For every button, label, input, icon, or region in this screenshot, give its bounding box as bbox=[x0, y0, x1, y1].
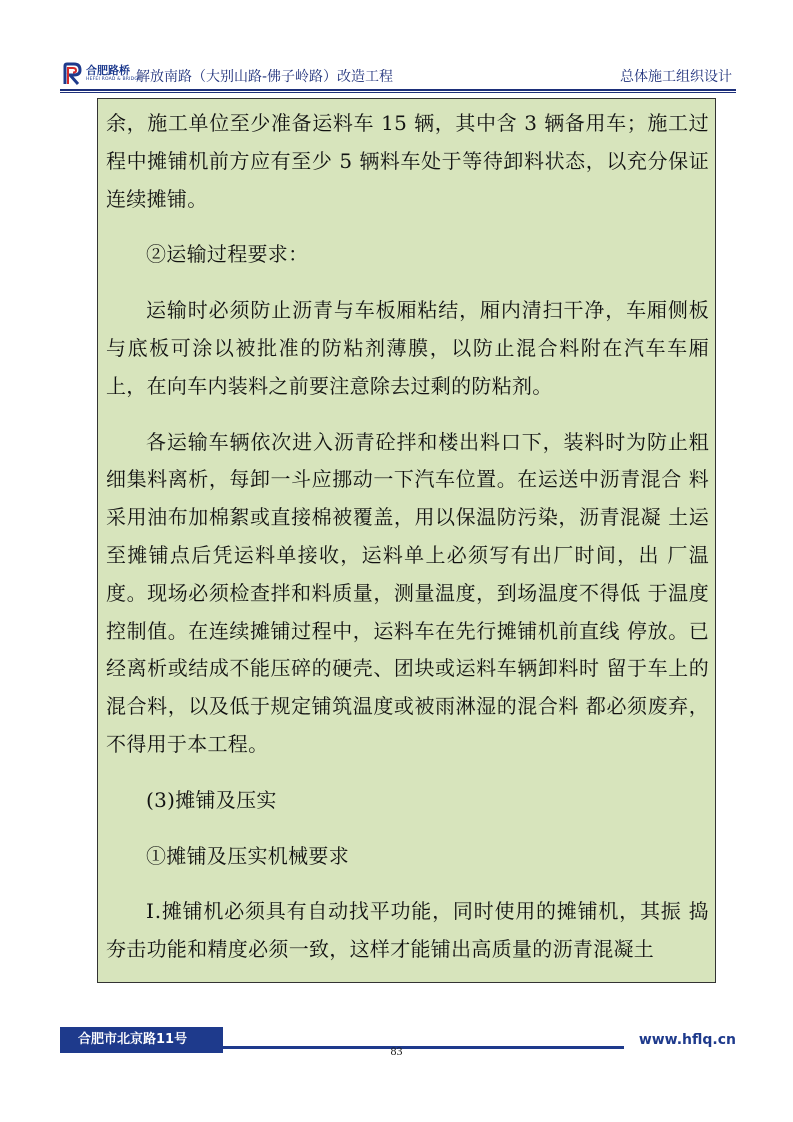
page-number: 83 bbox=[390, 1044, 403, 1058]
paragraph: Ⅰ.摊铺机必须具有自动找平功能，同时使用的摊铺机，其振 捣夯击功能和精度必须一致，这样才能铺出高质量的沥青混凝土 bbox=[106, 899, 709, 962]
paragraph: 各运输车辆依次进入沥青砼拌和楼出料口下，装料时为防止粗细集料离析，每卸一斗应挪动一下汽车位置。在运送中沥青混合 料采用油布加棉絮或直接棉被覆盖，用以保温防污染，沥青混凝 土运至摊铺点后凭运料单接收，运料单上必须写有出厂时间，出 厂温度。现场必须检查拌和料质量，测量温度，到场温度不得低 于温度控制值。在连续摊铺过程中，运料车在先行摊铺机前直线 停放。已经离析或结成不能压碎的硬壳、团块或运料车辆卸料时 留于车上的混合料，以及低于规定铺筑温度或被雨淋湿的混合料 都必须废弃，不得用于本工程。 bbox=[106, 429, 709, 756]
subheading-transport-requirements: ②运输过程要求： bbox=[146, 242, 309, 267]
logo-text-en: HEFEI ROAD & BRIDGE bbox=[86, 77, 142, 82]
header-divider-thin bbox=[60, 92, 736, 93]
paragraph: 余，施工单位至少准备运料车 15 辆，其中含 3 辆备用车；施工过程中摊铺机前方应有至少 5 辆料车处于等待卸料状态，以充分保证连续摊铺。 bbox=[106, 111, 709, 211]
logo-text-cn: 合肥路桥 bbox=[86, 64, 130, 77]
section-heading: (3)摊铺及压实 bbox=[146, 787, 277, 812]
subheading-paving-machinery: ①摊铺及压实机械要求 bbox=[146, 843, 349, 868]
logo-mark-icon bbox=[62, 62, 84, 86]
content-text bbox=[106, 105, 709, 969]
project-title: 解放南路（大别山路-佛子岭路）改造工程 bbox=[136, 69, 394, 85]
paragraph: 运输时必须防止沥青与车板厢粘结，厢内清扫干净，车厢侧板与底板可涂以被批准的防粘剂薄膜，以防止混合料附在汽车车厢上，在向车内装料之前要注意除去过剩的防粘剂。 bbox=[106, 298, 709, 398]
content-box bbox=[97, 98, 716, 983]
page-header bbox=[60, 58, 736, 92]
footer-address: 合肥市北京路11号 bbox=[60, 1027, 223, 1053]
header-divider bbox=[60, 89, 736, 91]
footer-website-link[interactable]: www.hflq.cn bbox=[638, 1032, 736, 1048]
document-title: 总体施工组织设计 bbox=[620, 69, 732, 85]
